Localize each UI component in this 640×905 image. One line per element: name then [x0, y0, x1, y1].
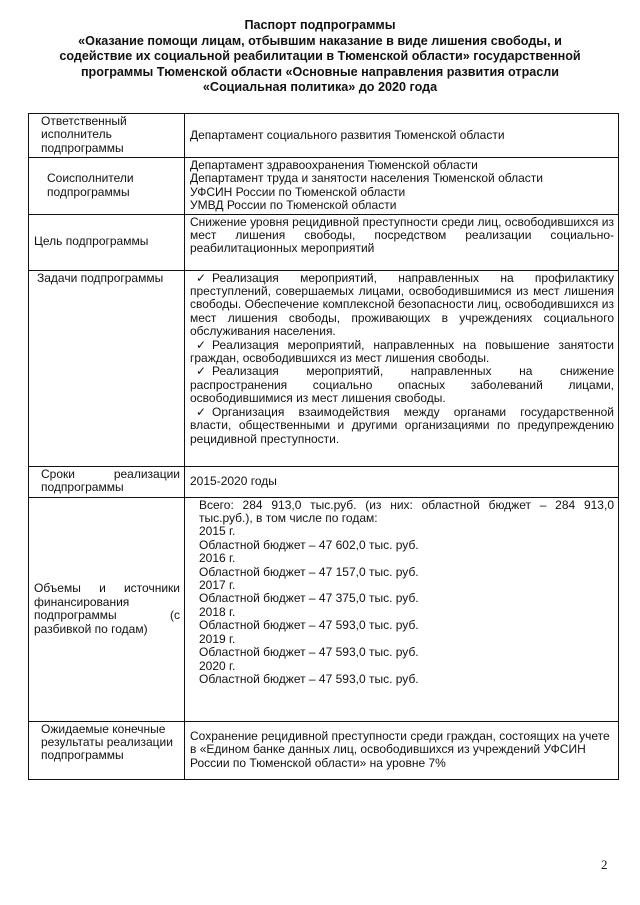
row-goal	[29, 214, 619, 270]
coexecutors-label: Соисполнители подпрограммы	[29, 158, 185, 215]
row-results	[29, 721, 619, 779]
row-finance	[29, 497, 619, 721]
results-value: Сохранение рецидивной преступности среди граждан, состоящих на учете в «Едином банке данных лиц, освободившихся из учреждений УФСИН России по Тюменской области» на уровне 7%	[185, 721, 619, 779]
tasks-label: Задачи подпрограммы	[29, 270, 185, 466]
executor-label: Ответственный исполнитель подпрограммы	[29, 114, 185, 158]
finance-total: Всего: 284 913,0 тыс.руб. (из них: областной бюджет – 284 913,0 тыс.руб.), в том числе по годам:	[199, 497, 614, 526]
checkmark-icon: ✓	[195, 337, 207, 352]
checkmark-icon: ✓	[195, 364, 207, 379]
executor-value: Департамент социального развития Тюменской области	[185, 114, 619, 158]
finance-line: Областной бюджет – 47 157,0 тыс. руб.	[199, 564, 419, 579]
finance-line: Областной бюджет – 47 375,0 тыс. руб.	[199, 591, 419, 606]
finance-year: 2015 г.	[199, 524, 236, 539]
terms-label: Сроки реализации подпрограммы	[29, 466, 185, 497]
task-text: Реализация мероприятий, направленных на повышение занятости граждан, освободившихся из мест лишения свободы.	[190, 337, 614, 366]
task-text: Реализация мероприятий, направленных на профилактику преступлений, совершаемых лицами, освободившимися из мест лишения свободы. Обеспечение комплексной безопасности лиц, освободившихся из мест лишения свободы, проживающих в учреждениях социального обслуживания населения.	[190, 270, 614, 339]
results-label: Ожидаемые конечные результаты реализации подпрограммы	[29, 721, 185, 779]
finance-line: Областной бюджет – 47 593,0 тыс. руб.	[199, 645, 419, 660]
finance-year: 2019 г.	[199, 631, 236, 646]
title-line-5: «Социальная политика» до 2020 года	[202, 80, 438, 94]
finance-line: Областной бюджет – 47 593,0 тыс. руб.	[199, 618, 419, 633]
task-item	[190, 406, 614, 446]
finance-year: 2018 г.	[199, 604, 236, 619]
coexecutor-item: УМВД России по Тюменской области	[190, 198, 397, 213]
title-line-4: программы Тюменской области «Основные направления развития отрасли	[80, 64, 560, 79]
goal-label: Цель подпрограммы	[29, 214, 185, 270]
passport-table	[28, 113, 619, 780]
row-terms	[29, 466, 619, 497]
coexecutor-item: Департамент здравоохранения Тюменской области	[190, 158, 478, 172]
coexecutor-item: УФСИН России по Тюменской области	[190, 184, 406, 199]
title-line-2: «Оказание помощи лицам, отбывшим наказание в виде лишения свободы, и	[78, 33, 562, 48]
task-item	[190, 365, 614, 405]
row-coexecutors	[29, 158, 619, 215]
finance-year: 2017 г.	[199, 578, 236, 593]
coexecutor-item: Департамент труда и занятости населения Тюменской области	[190, 171, 543, 186]
tasks-value	[185, 270, 619, 466]
task-item	[190, 339, 614, 366]
finance-year: 2016 г.	[199, 551, 236, 566]
row-executor	[29, 114, 619, 158]
document-title	[40, 18, 600, 96]
goal-value: Снижение уровня рецидивной преступности среди лиц, освободившихся из мест лишения свободы, посредством реализации социально-реабилитационных мероприятий	[185, 214, 619, 270]
task-item	[190, 272, 614, 339]
finance-value	[185, 497, 619, 721]
finance-line: Областной бюджет – 47 602,0 тыс. руб.	[199, 537, 419, 552]
checkmark-icon: ✓	[195, 270, 207, 285]
title-line-1: Паспорт подпрограммы	[244, 18, 396, 32]
terms-value: 2015-2020 годы	[185, 466, 619, 497]
checkmark-icon: ✓	[195, 404, 207, 419]
task-text: Реализация мероприятий, направленных на снижение распространения социально опасных заболеваний лицами, освободившимися из мест лишения свободы.	[190, 364, 614, 406]
finance-year: 2020 г.	[199, 658, 236, 673]
task-text: Организация взаимодействия между органами государственной власти, общественными и другими организациями по предупреждению рецидивной преступности.	[190, 404, 614, 446]
page-number: 2	[601, 857, 608, 872]
finance-line: Областной бюджет – 47 593,0 тыс. руб.	[199, 671, 419, 686]
finance-label: Объемы и источники финансирования подпрограммы (с разбивкой по годам)	[29, 497, 185, 721]
title-line-3: содействие их социальной реабилитации в Тюменской области» государственной	[59, 49, 581, 63]
row-tasks	[29, 270, 619, 466]
coexecutors-value	[185, 158, 619, 215]
